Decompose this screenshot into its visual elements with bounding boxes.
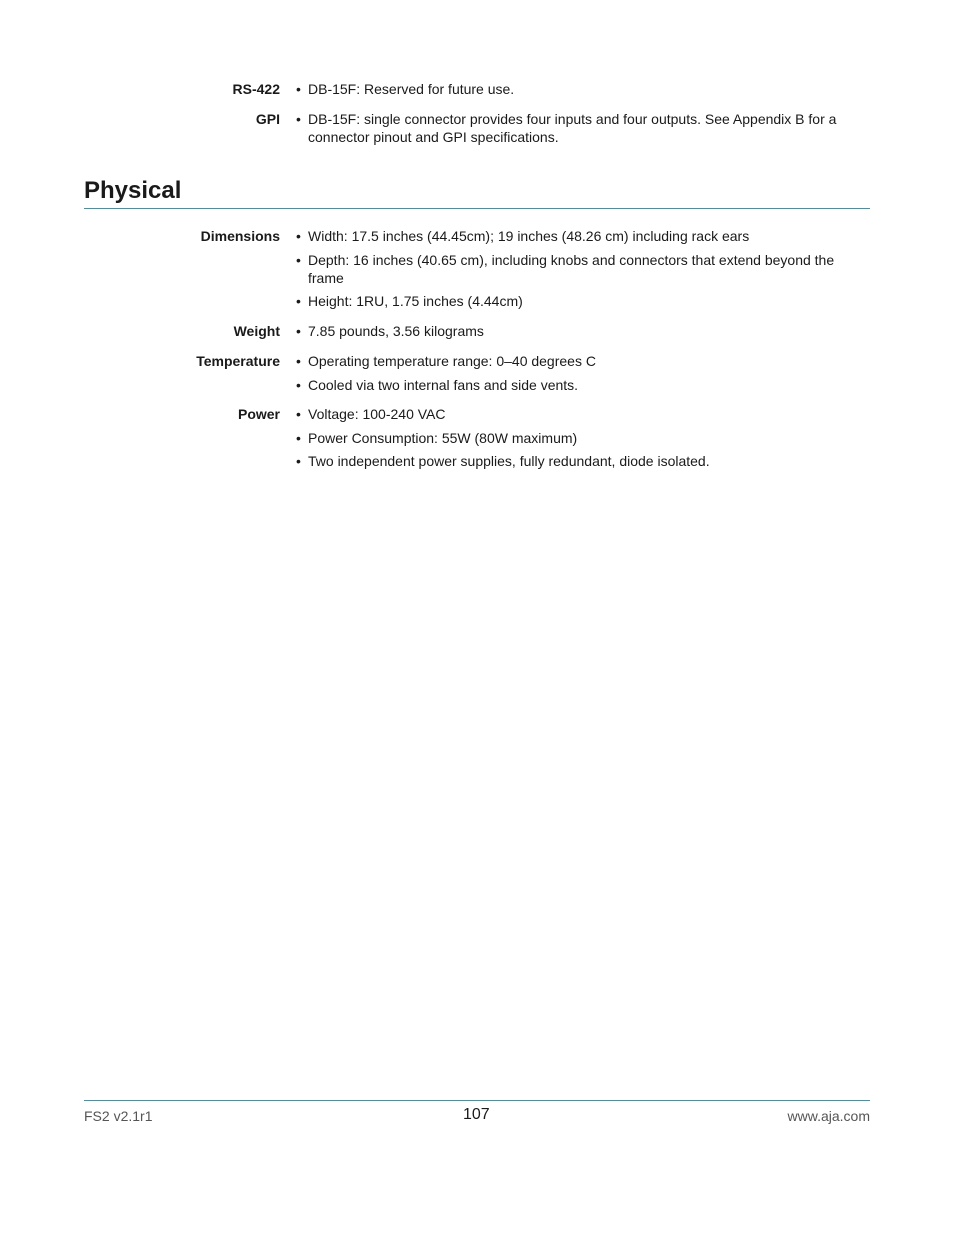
spec-label: GPI: [255, 111, 280, 127]
spec-list: [296, 405, 866, 476]
list-item: • Depth: 16 inches (40.65 cm), including knobs and connectors that extend beyond the frame: [296, 251, 835, 286]
footer-divider: [84, 1100, 870, 1101]
section-title: Physical: [84, 177, 182, 204]
list-item: • DB-15F: Reserved for future use.: [296, 81, 515, 97]
bullet-icon: •: [296, 353, 301, 369]
bullet-icon: •: [296, 323, 301, 339]
bullet-icon: •: [296, 81, 301, 97]
page-number: 107: [463, 1106, 490, 1123]
spec-label: RS-422: [232, 81, 280, 97]
bullet-icon: •: [296, 111, 301, 127]
spec-list: [296, 80, 866, 104]
footer-website: www.aja.com: [787, 1108, 870, 1124]
list-item: • Power Consumption: 55W (80W maximum): [296, 429, 578, 446]
list-item: • Cooled via two internal fans and side vents.: [296, 376, 579, 393]
list-item: • Two independent power supplies, fully redundant, diode isolated.: [296, 453, 710, 469]
list-item: • 7.85 pounds, 3.56 kilograms: [296, 323, 484, 339]
bullet-icon: •: [296, 376, 301, 393]
spec-label: Weight: [233, 323, 280, 339]
list-item: • Voltage: 100-240 VAC: [296, 406, 446, 422]
spec-label: Power: [237, 406, 280, 422]
spec-list: [296, 110, 866, 152]
spec-label: Temperature: [196, 353, 280, 369]
list-item: • Operating temperature range: 0–40 degrees C: [296, 353, 596, 369]
bullet-icon: •: [296, 293, 301, 309]
bullet-icon: •: [296, 228, 301, 244]
spec-list: [296, 352, 866, 399]
spec-list: [296, 227, 866, 316]
list-item: • Height: 1RU, 1.75 inches (4.44cm): [296, 293, 523, 309]
spec-label: Dimensions: [200, 228, 280, 244]
list-item: • DB-15F: single connector provides four inputs and four outputs. See Appendix B for a connector pinout and GPI specifications.: [296, 111, 837, 145]
bullet-icon: •: [296, 453, 301, 469]
footer-doc-version: FS2 v2.1r1: [84, 1108, 153, 1124]
bullet-icon: •: [296, 429, 301, 446]
bullet-icon: •: [296, 251, 301, 268]
spec-list: [296, 322, 866, 346]
list-item: • Width: 17.5 inches (44.45cm); 19 inches (48.26 cm) including rack ears: [296, 228, 750, 244]
bullet-icon: •: [296, 406, 301, 422]
section-divider: [84, 208, 870, 209]
